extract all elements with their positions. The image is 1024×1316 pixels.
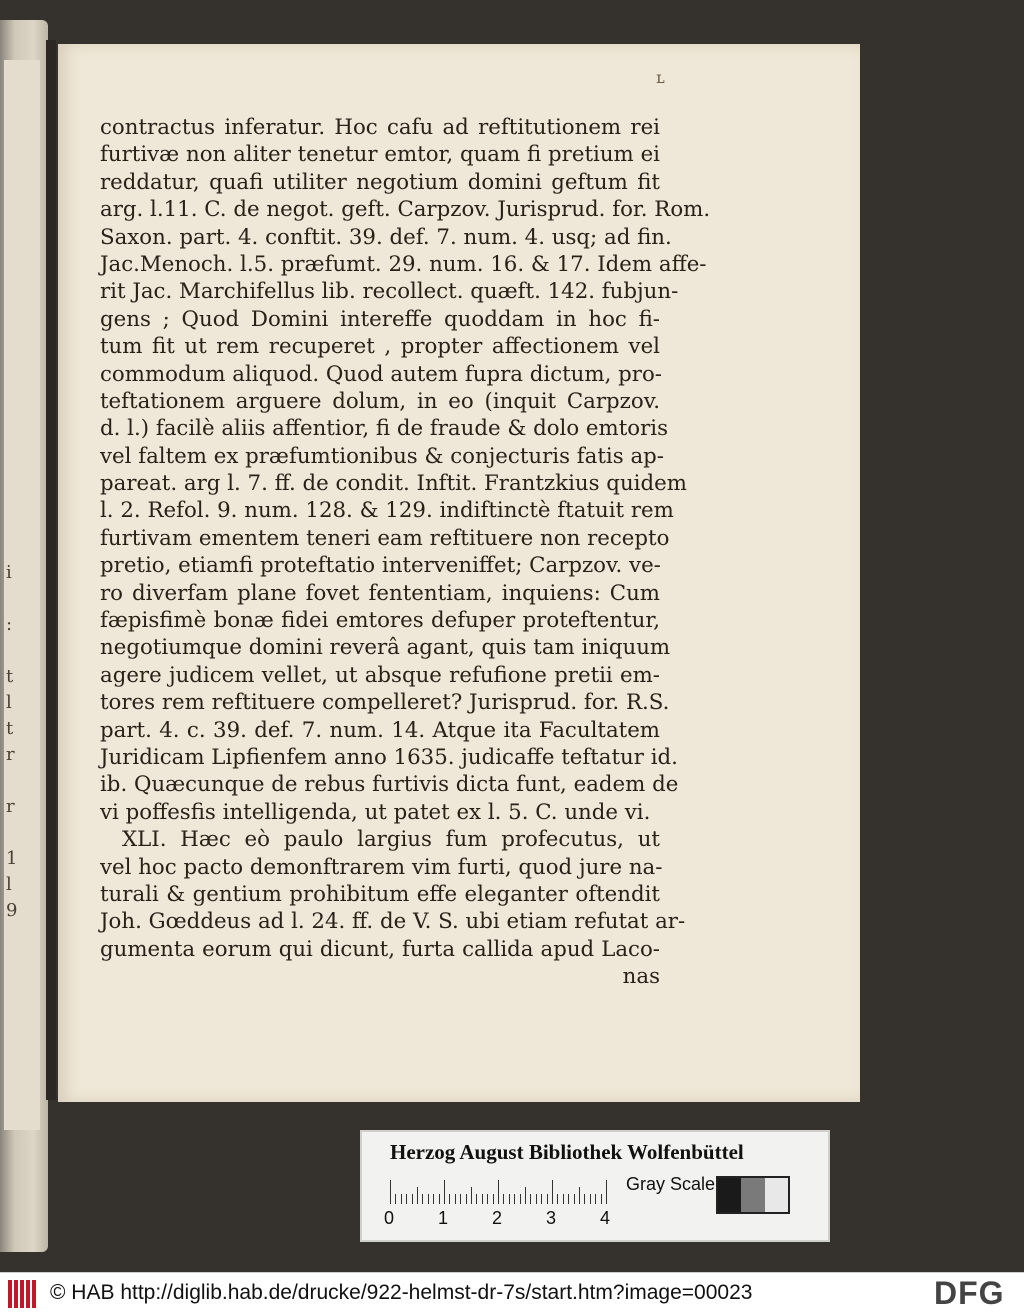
ruler-tick bbox=[482, 1194, 483, 1204]
card-title: Herzog August Bibliothek Wolfenbüttel bbox=[390, 1140, 744, 1164]
ruler-tick bbox=[514, 1194, 515, 1204]
text-line: ib. Quæcunque de rebus furtivis dicta funt, eadem de bbox=[100, 772, 679, 798]
text-line: Juridicam Lipfienfem anno 1635. judicaffe teftatur id. bbox=[100, 744, 678, 770]
text-line: gens ; Quod Domini intereffe quoddam in hoc fi- bbox=[100, 306, 660, 332]
ruler-tick bbox=[547, 1194, 548, 1204]
text-line: l. 2. Refol. 9. num. 128. & 129. indiftinctè ftatuit rem bbox=[100, 498, 674, 524]
ruler-tick bbox=[601, 1194, 602, 1204]
color-calibration-card bbox=[360, 1130, 830, 1242]
ruler-number: 1 bbox=[438, 1208, 449, 1228]
text-line: vi poffesfis intelligenda, ut patet ex l. 5. C. unde vi. bbox=[100, 799, 651, 825]
corner-mark: ʟ bbox=[656, 68, 665, 87]
book-binding bbox=[46, 40, 56, 1100]
gray-swatches bbox=[716, 1176, 790, 1214]
text-line: tores rem reftituere compelleret? Jurisprud. for. R.S. bbox=[100, 690, 670, 716]
text-line: arg. l.11. C. de negot. geft. Carpzov. Jurisprud. for. Rom. bbox=[100, 197, 711, 223]
text-line: furtivæ non aliter tenetur emtor, quam fi pretium ei bbox=[100, 142, 660, 168]
ruler-tick bbox=[574, 1194, 575, 1204]
text-line: fæpisfimè bonæ fidei emtores defuper proteftentur, bbox=[100, 608, 660, 634]
page-text bbox=[100, 114, 711, 991]
dfg-logo: DFG bbox=[934, 1275, 1005, 1311]
ruler-tick bbox=[584, 1194, 585, 1204]
ruler-tick bbox=[449, 1194, 450, 1204]
ruler-tick bbox=[406, 1194, 407, 1204]
ruler-tick bbox=[541, 1194, 542, 1204]
ruler-number: 4 bbox=[600, 1208, 611, 1228]
ruler-number: 3 bbox=[546, 1208, 557, 1228]
left-margin-marks: i : t l t r r 1 l 9 bbox=[6, 562, 18, 921]
text-line: Saxon. part. 4. conftit. 39. def. 7. num. 4. usq; ad fin. bbox=[100, 224, 672, 250]
text-line: reddatur, quafi utiliter negotium domini geftum fit bbox=[100, 169, 660, 195]
ruler-tick bbox=[460, 1194, 461, 1204]
ruler bbox=[390, 1178, 610, 1204]
text-line: commodum aliquod. Quod autem fupra dictum, pro- bbox=[100, 361, 662, 387]
ruler-tick bbox=[520, 1194, 521, 1204]
ruler-tick bbox=[422, 1194, 423, 1204]
ruler-tick bbox=[563, 1194, 564, 1204]
text-line: contractus inferatur. Hoc cafu ad reftitutionem rei bbox=[100, 115, 660, 140]
text-line: furtivam ementem teneri eam reftituere non recepto bbox=[100, 525, 670, 551]
text-line: rit Jac. Marchifellus lib. recollect. quæft. 142. fubjun- bbox=[100, 279, 679, 305]
ruler-tick bbox=[525, 1187, 526, 1204]
ruler-tick bbox=[428, 1194, 429, 1204]
ruler-tick bbox=[395, 1194, 396, 1204]
text-line: turali & gentium prohibitum effe eleganter oftendit bbox=[100, 881, 660, 907]
ruler-tick bbox=[439, 1194, 440, 1204]
text-line: vel hoc pacto demonftrarem vim furti, quod jure na- bbox=[100, 854, 663, 880]
gray-swatch bbox=[718, 1178, 741, 1212]
ruler-numbers bbox=[384, 1208, 624, 1230]
text-line: part. 4. c. 39. def. 7. num. 14. Atque ita Facultatem bbox=[100, 717, 660, 743]
ruler-tick bbox=[466, 1194, 467, 1204]
ruler-tick bbox=[579, 1187, 580, 1204]
gray-swatch bbox=[765, 1178, 788, 1212]
text-line: gumenta eorum qui dicunt, furta callida apud Laco- bbox=[100, 936, 660, 962]
ruler-number: 0 bbox=[384, 1208, 395, 1228]
ruler-tick bbox=[487, 1194, 488, 1204]
ruler-tick bbox=[455, 1194, 456, 1204]
text-line: pretio, etiamfi proteftatio interveniffet; Carpzov. ve- bbox=[100, 553, 661, 579]
ruler-tick bbox=[536, 1194, 537, 1204]
ruler-tick bbox=[444, 1180, 445, 1204]
text-line: XLI. Hæc eò paulo largius fum profecutus, ut bbox=[122, 827, 660, 853]
ruler-tick bbox=[401, 1194, 402, 1204]
text-line: agere judicem vellet, ut absque refufione pretii em- bbox=[100, 662, 660, 688]
footer-source-link[interactable]: © HAB http://diglib.hab.de/drucke/922-helmst-dr-7s/start.htm?image=00023 bbox=[50, 1281, 753, 1304]
ruler-tick bbox=[476, 1194, 477, 1204]
hab-logo-icon bbox=[8, 1280, 38, 1308]
ruler-tick bbox=[552, 1180, 553, 1204]
ruler-tick bbox=[606, 1180, 607, 1204]
text-line: teftationem arguere dolum, in eo (inquit Carpzov. bbox=[100, 388, 660, 414]
ruler-tick bbox=[509, 1194, 510, 1204]
text-line: nas bbox=[622, 964, 660, 990]
ruler-tick bbox=[471, 1187, 472, 1204]
ruler-tick bbox=[493, 1194, 494, 1204]
ruler-tick bbox=[412, 1194, 413, 1204]
ruler-tick bbox=[390, 1180, 391, 1204]
text-line: ro diverfam plane fovet fententiam, inquiens: Cum bbox=[100, 580, 660, 606]
text-line: tum fit ut rem recuperet , propter affectionem vel bbox=[100, 334, 660, 360]
ruler-tick bbox=[498, 1180, 499, 1204]
ruler-tick bbox=[417, 1187, 418, 1204]
ruler-tick bbox=[595, 1194, 596, 1204]
ruler-tick bbox=[503, 1194, 504, 1204]
ruler-number: 2 bbox=[492, 1208, 503, 1228]
text-line: Jac.Menoch. l.5. præfumt. 29. num. 16. & 17. Idem affe- bbox=[100, 251, 707, 277]
text-line: Joh. Gœddeus ad l. 24. ff. de V. S. ubi etiam refutat ar- bbox=[100, 909, 686, 935]
footer-bar bbox=[0, 1272, 1024, 1316]
ruler-tick bbox=[530, 1194, 531, 1204]
ruler-tick bbox=[568, 1194, 569, 1204]
ruler-tick bbox=[433, 1194, 434, 1204]
text-line: pareat. arg l. 7. ff. de condit. Inftit. Frantzkius quidem bbox=[100, 471, 687, 497]
text-line: negotiumque domini reverâ agant, quis tam iniquum bbox=[100, 635, 671, 661]
gray-scale-label: Gray Scale bbox=[626, 1174, 716, 1194]
book-page bbox=[58, 44, 860, 1102]
ruler-tick bbox=[590, 1194, 591, 1204]
text-line: d. l.) facilè aliis affentior, fi de fraude & dolo emtoris bbox=[100, 416, 669, 442]
gray-swatch bbox=[741, 1178, 764, 1212]
text-line: vel faltem ex præfumtionibus & conjecturis fatis ap- bbox=[100, 443, 664, 469]
ruler-tick bbox=[557, 1194, 558, 1204]
